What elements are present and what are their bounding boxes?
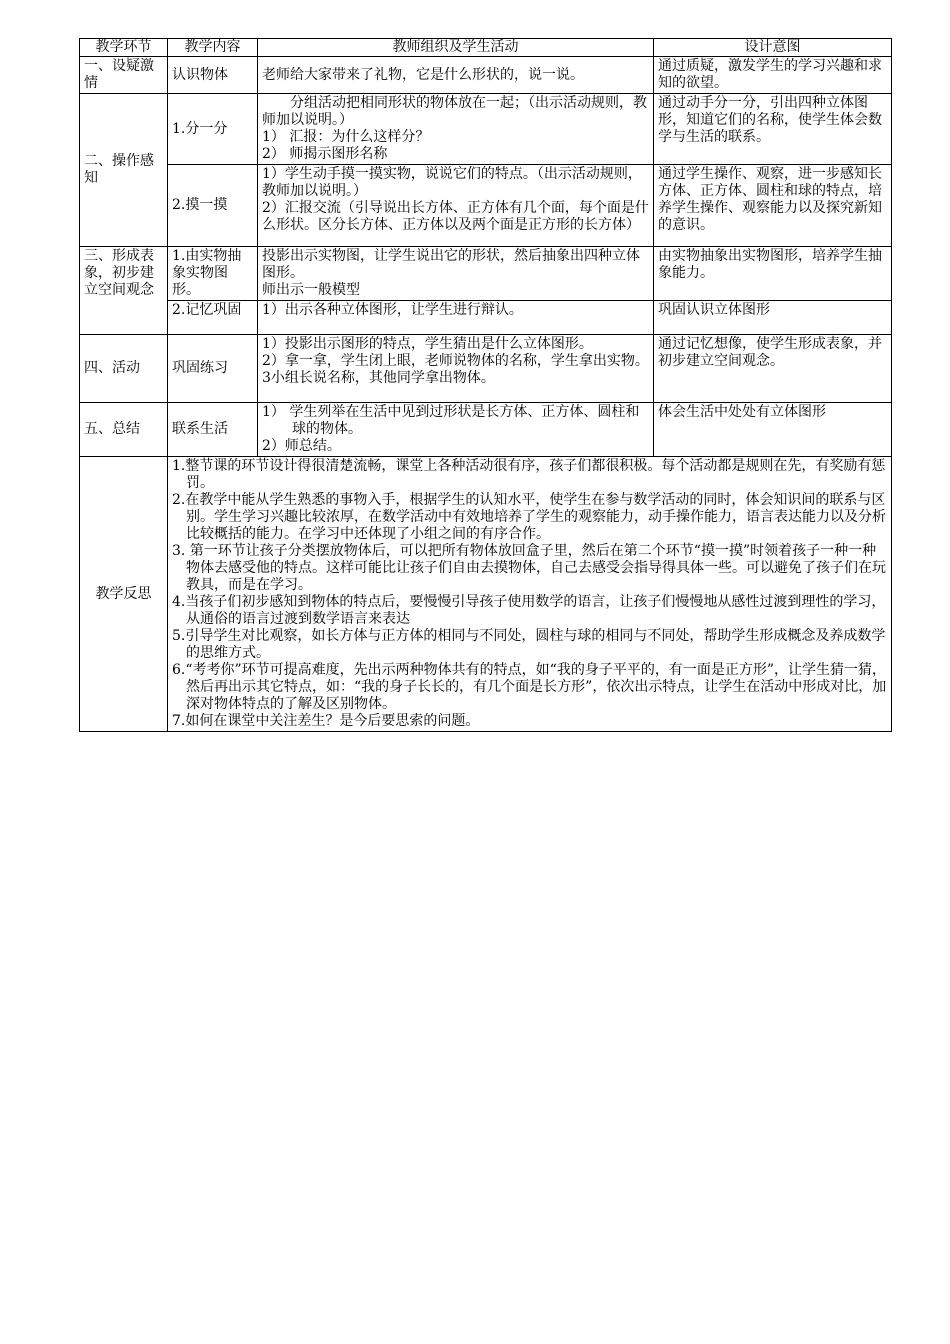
table-row — [80, 57, 892, 94]
lesson-plan-table — [79, 38, 892, 732]
reflection-label: 教学反思 — [80, 457, 168, 732]
intent-cell: 通过记忆想像，使学生形成表象，并初步建立空间观念。 — [654, 335, 892, 403]
activity-cell — [258, 301, 654, 335]
content-cell: 1.由实物抽象实物图形。 — [168, 247, 258, 301]
table-row — [80, 165, 892, 247]
activity-line: 1） 学生列举在生活中见到过形状是长方体、正方体、圆柱和球的物体。 — [262, 404, 640, 437]
reflection-item: 2.在教学中能从学生熟悉的事物入手，根据学生的认知水平，使学生在参与数学活动的同时，体会知识间的联系与区别。学生学习兴趣比较浓厚，在数学活动中有效地培养了学生的观察能力，动手操作能力，语言表达能力以及分析比较概括的能力。在学习中还体现了小组之间的有序合作。 — [172, 492, 886, 542]
stage-cell: 一、设疑激情 — [80, 57, 168, 94]
activity-cell — [258, 403, 654, 457]
header-intent: 设计意图 — [654, 39, 892, 57]
activity-cell — [258, 247, 654, 301]
content-cell: 2.摸一摸 — [168, 165, 258, 247]
activity-line: 2） 师揭示图形名称 — [262, 146, 388, 162]
reflection-item: 6.“考考你”环节可提高难度，先出示两种物体共有的特点，如“我的身子平平的，有一面是正方形”，让学生猜一猜，然后再出示其它特点，如：“我的身子长长的，有几个面是长方形”，依次出示特点，让学生在活动中形成对比，加深对物体特点的了解及区别物体。 — [172, 662, 887, 712]
intent-cell: 通过学生操作、观察，进一步感知长方体、正方体、圆柱和球的特点，培养学生操作、观察能力以及探究新知的意识。 — [654, 165, 892, 247]
table-row — [80, 301, 892, 335]
reflection-item: 5.引导学生对比观察，如长方体与正方体的相同与不同处，圆柱与球的相同与不同处，帮助学生形成概念及养成数学的思维方式。 — [172, 628, 886, 661]
table-row — [80, 94, 892, 165]
activity-line: 师出示一般模型 — [262, 282, 360, 298]
content-cell: 2.记忆巩固 — [168, 301, 258, 335]
activity-line: 3小组长说名称，其他同学拿出物体。 — [262, 370, 495, 386]
activity-cell — [258, 335, 654, 403]
activity-line: 1）投影出示图形的特点，学生猜出是什么立体图形。 — [262, 336, 593, 352]
content-cell: 1.分一分 — [168, 94, 258, 165]
activity-line: 1） 汇报：为什么这样分？ — [262, 129, 430, 145]
activity-line: 投影出示实物图，让学生说出它的形状，然后抽象出四种立体图形。 — [262, 248, 640, 281]
table-row — [80, 403, 892, 457]
activity-cell — [258, 94, 654, 165]
activity-line: 1）出示各种立体图形，让学生进行辩认。 — [262, 302, 523, 318]
table-row — [80, 335, 892, 403]
reflection-item: 4.当孩子们初步感知到物体的特点后，要慢慢引导孩子使用数学的语言，让孩子们慢慢地从感性过渡到理性的学习，从通俗的语言过渡到数学语言来表达 — [172, 594, 886, 627]
intent-cell: 通过动手分一分，引出四种立体图形，知道它们的名称，使学生体会数学与生活的联系。 — [654, 94, 892, 165]
stage-cell: 三、形成表象，初步建立空间观念 — [80, 247, 168, 335]
activity-line: 2）拿一拿，学生闭上眼，老师说物体的名称，学生拿出实物。 — [262, 353, 649, 369]
stage-cell: 二、操作感知 — [80, 94, 168, 247]
intent-cell: 由实物抽象出实物图形，培养学生抽象能力。 — [654, 247, 892, 301]
reflection-item: 7.如何在课堂中关注差生？是今后要思索的问题。 — [172, 713, 480, 729]
activity-line: 1）学生动手摸一摸实物，说说它们的特点。（出示活动规则，教师加以说明。） — [262, 166, 642, 199]
activity-line: 老师给大家带来了礼物，它是什么形状的，说一说。 — [262, 66, 584, 83]
content-cell: 巩固练习 — [168, 335, 258, 403]
stage-cell: 五、总结 — [80, 403, 168, 457]
header-stage: 教学环节 — [80, 39, 168, 57]
table-header-row — [80, 39, 892, 57]
reflection-item: 3. 第一环节让孩子分类摆放物体后，可以把所有物体放回盒子里，然后在第二个环节“摸一摸”时领着孩子一种一种物体去感受他的特点。这样可能比让孩子们自由去摸物体，自己去感受会指导得具体一些。可以避免了孩子们在玩教具，而是在学习。 — [172, 543, 886, 593]
activity-line: 2）师总结。 — [262, 438, 341, 454]
header-content: 教学内容 — [168, 39, 258, 57]
stage-cell: 四、活动 — [80, 335, 168, 403]
activity-line: 分组活动把相同形状的物体放在一起；（出示活动规则，教师加以说明。） — [262, 95, 647, 128]
content-cell: 认识物体 — [168, 57, 258, 94]
intent-cell: 体会生活中处处有立体图形 — [654, 403, 892, 457]
header-activity: 教师组织及学生活动 — [258, 39, 654, 57]
content-cell: 联系生活 — [168, 403, 258, 457]
intent-cell: 巩固认识立体图形 — [654, 301, 892, 335]
reflection-item: 1.整节课的环节设计得很清楚流畅，课堂上各种活动很有序，孩子们都很积极。每个活动都是规则在先，有奖励有惩罚。 — [172, 458, 886, 491]
activity-cell — [258, 165, 654, 247]
activity-line: 2）汇报交流（引导说出长方体、正方体有几个面，每个面是什么形状。区分长方体、正方体以及两个面是正方形的长方体） — [262, 200, 649, 233]
reflection-cell — [168, 457, 892, 732]
activity-cell — [258, 57, 654, 94]
table-row — [80, 247, 892, 301]
intent-cell: 通过质疑，激发学生的学习兴趣和求知的欲望。 — [654, 57, 892, 94]
reflection-row — [80, 457, 892, 732]
